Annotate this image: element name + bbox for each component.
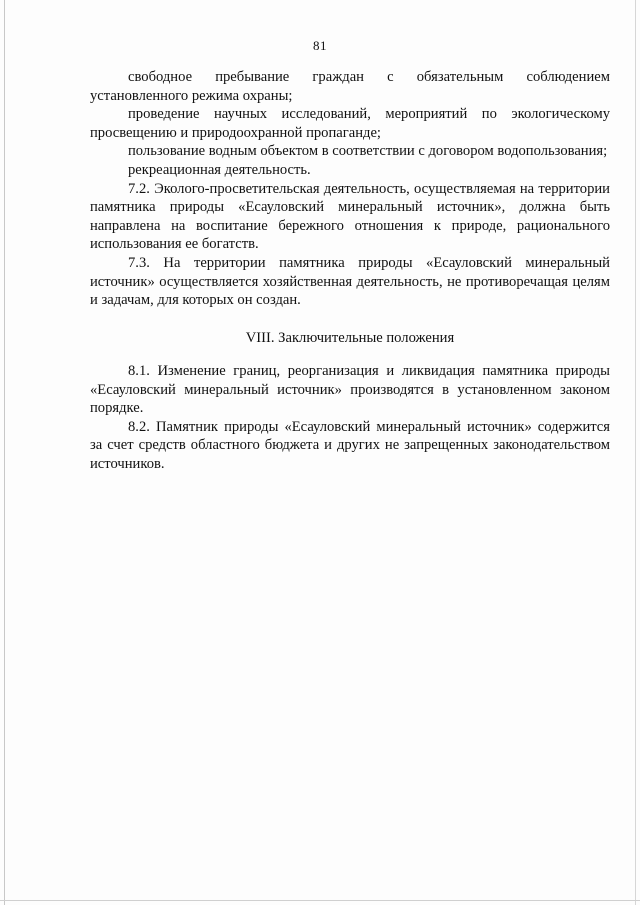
scan-edge-bottom: [0, 900, 640, 901]
paragraph-7-3: 7.3. На территории памятника природы «Есауловский минеральный источник» осуществляется хозяйственная деятельность, не противоречащая целям и задачам, для которых он создан.: [90, 254, 610, 309]
body-text-top: [90, 68, 610, 310]
paragraph-8-2: 8.2. Памятник природы «Есауловский минеральный источник» содержится за счет средств областного бюджета и других не запрещенных законодательством источников.: [90, 418, 610, 472]
body-text-bottom: [90, 362, 610, 474]
paragraph: проведение научных исследований, мероприятий по экологическому просвещению и природоохранной пропаганде;: [90, 106, 610, 141]
paragraph-8-1: 8.1. Изменение границ, реорганизация и ликвидация памятника природы «Есауловский минеральный источник» производятся в установленном законом порядке.: [90, 363, 610, 417]
scan-edge-left: [4, 0, 5, 905]
section-heading: VIII. Заключительные положения: [245, 330, 455, 346]
paragraph: рекреационная деятельность.: [128, 161, 311, 178]
paragraph: свободное пребывание граждан с обязательным соблюдением установленного режима охраны;: [90, 69, 610, 104]
paragraph: пользование водным объектом в соответствии с договором водопользования;: [128, 143, 608, 160]
page-number: 81: [313, 38, 327, 53]
paragraph-7-2: 7.2. Эколого-просветительская деятельность, осуществляемая на территории памятника природы «Есауловский минеральный источник», должна быть направлена на воспитание бережного отношения к природе, рационального использования ее богатств.: [90, 180, 610, 253]
scan-edge-right: [635, 0, 636, 905]
